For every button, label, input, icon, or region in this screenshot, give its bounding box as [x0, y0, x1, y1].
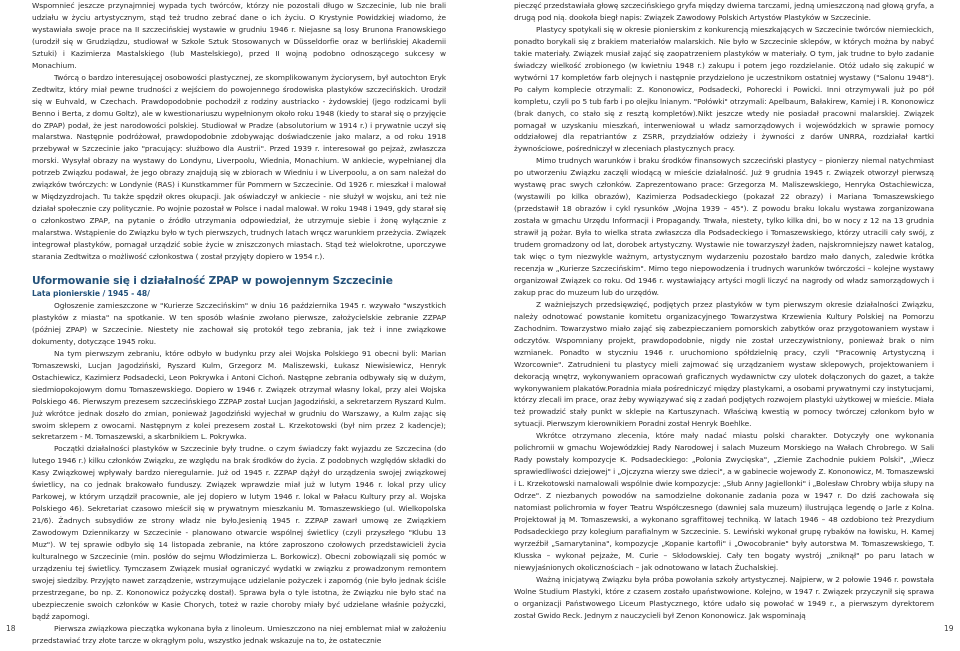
paragraph: Na tym pierwszym zebraniu, które odbyło w budynku przy alei Wojska Polskiego 91 obecni byli: Marian Tomaszewski, Lucjan Jagodziński, Ryszard Kulm, Grzegorz M. Maliszewski, Łukasz Niewisiewicz, Henryk Ostachiewicz, Kazimierz Podsadecki, Leon Pokrywka i Antoni Cichoń. Następne zebrania odbywały się w dużym, siedmiopokojowym domu Tomaszewskiego. Dopiero w 1946 r. Związek otrzymał własny lokal, przy alei Wojska Polskiego 46. Pierwszym prezesem szczecińskiego ZZPAP został Lucjan Jagodziński, a sekretarzem Ryszard Kulm. Już wkrótce jednak doszło do zmian, ponieważ Jagodziński wyjechał w grudniu do Warszawy, a Kulm zając się swoim sklepem z owocami. Następnym z kolei prezesem został L. Krzekotowski (był nim przez 2 kadencje); sekretarzem - M. Tomaszewski, a skarbnikiem L. Pokrywka.	[32, 348, 446, 442]
left-page-text	[32, 0, 446, 647]
paragraph: Wkrótce otrzymano zlecenia, które mały nadać miastu polski charakter. Dotyczyły one wykonania polichromii w gmachu Wojewódzkiej Rady Narodowej i salach Muzeum Morskiego na Wałach Chrobrego. W Sali Rady powstały kompozycje K. Podsadeckiego: „Polonia Zwycięska", „Ziemie Zachodnie pukiem Polski", „Wiecz sprawiedliwości dziejowej" i „Ojczyzna wierzy swe dzieci", a w gabinecie wojewody Z. Kononowicz, M. Tomaszewski i L. Krzekotowski namalowali wspólnie dwie kompozycje: „Słub Anny Jagiellonki" i „Bolesław Chrobry wbija słupy na Odrze". Z niezbanych powodów na samodzielne dokonanie zadania poza w 1947 r. Do dziś zachowała się natomiast polichromia w foyer Teatru Współczesnego (dawniej sala muzeum) ilustrująca legendę o Jarle z Kolna. Projektował ją M. Tomaszewski, a wykonano sgraffitowej techniką. W latach 1946 – 48 ozdobiono też Prezydium Podsadeckiego przy kolegium parafialnym w Szczecinie. S. Lewiński wykonał grupę rybaków na łowisku, H. Kamej wyrzeźbił „Samarytanina", kompozycje „Kopanie kartofli" i „Owocobranie" były autorstwa M. Tomaszewskiego, T. Klusska – wykonał pejzaże, M. Curie – Skłodowskiej. Cały ten bogaty wystrój „zniknął" po paru latach w niewyjaśnionych okolicznościach – jak odnotowano w latach Żuchalskiej.	[514, 431, 934, 572]
paragraph: Ważną inicjatywą Związku była próba powołania szkoły artystycznej. Najpierw, w 2 połowie 1946 r. powstała Wolne Studium Plastyki, które z czasem zostało upaństwowione. Kolejno, w 1947 r. Związek przyczynił się sprawa o organizacji Państwowego Liceum Plastycznego, które udało się powołać w 1949 r., a pierwszym dyrektorem został Gwido Reck. Jednym z nauczycieli był Zenon Kononowicz. Jak wspominają	[514, 574, 934, 620]
paragraph: Pierwsza związkowa pieczątka wykonana była z linoleum. Umieszczono na niej emblemat miał w założeniu przedstawiać trzy złote tarcze w okrągłym polu, wszystko jednak wskazuje na to, że ostatecznie	[32, 623, 446, 645]
paragraph: Z ważniejszych przedsięwzięć, podjętych przez plastyków w tym pierwszym okresie działalności Związku, należy odnotować powstanie komitetu organizacyjnego Towarzystwa Krzewienia Kultury Polskiej na Pomorzu Zachodnim. Towarzystwo miało zająć się zabezpieczaniem pomorskich zabytków oraz przygotowaniem wystaw i odczytów. Wspomniany projekt, prawdopodobnie, nigdy nie został urzeczywistniony, ponieważ brak o nim wzmianek. Ponadto w styczniu 1946 r. uruchomiono spółdzielnię pracy, czyli "Pracownię Artystyczną i Wzorcownie". Zatrudnieni tu plastycy mieli zajmować się urządzaniem wystaw sklepowych, projektowaniem i dekoracją wnętrz, wykonywaniem opracowań graficznych wydawnictw czy ulotek dołączonych do gazet, a także wykonywaniem plakatów.Poradnia miała pośredniczyć między plastykami, a osobami prywatnymi czy instytucjami, którzy zlecali im prace, oraz żeby wywiązywać się z zadań podjętych rozwojem plastyki użytkowej w mieście. Miała też prowadzić stały punkt w sklepie na Kartuszynach. Właściwą kwestią w pomocy twórczej członkom było w sytuacji. Pierwszym kierownikiem Poradni został Henryk Boehlke.	[514, 299, 934, 429]
paragraph: Mimo trudnych warunków i braku środków finansowych szczeciński plastycy – pionierzy niemal natychmiast po utworzeniu Związku zaczęli wiodącą w mieście działalność. Już 9 grudnia 1945 r. Związek otworzył pierwszą wystawę prac swych członków. Zaprezentowano prace: Grzegorza M. Maliszewskiego, Henryka Ostachiewicza, (wystawili po kilka obrazów), Kazimierza Podsadeckiego (pokazał 22 obrazy) i Mariana Tomaszewskiego (przedstawił 18 obrazów i cykl rysunków „Wojna 1939 – 45"). Z powodu braku lokalu wystawa zorganizowana została w gmachu Urzędu Informacji i Propagandy. Trwała, niestety, tylko kilka dni, bo w nocy z 12 na 13 grudnia strawił ją pożar. Była to wielka strata zwłaszcza dla Podsadeckiego i Tomaszewskiego, którzy utracili cały swój, z trudem gromadzony od lat, dorobek artystyczny. Wystawie nie towarzyszył żaden, najskromniejszy nawet katalog, tak więc o tym niezwykle ważnym, artystycznym wydarzeniu pozostało bardzo mało danych, zaledwie krótka recenzja w „Kurierze Szczecińskim". Mimo tego niepowodzenia i trudnych warunków twórczości – kolejne wystawy organizował Związek co roku. Od 1946 r. wystawiający artyści mogli liczyć na nagrody od władz samorządowych i zakup prac do muzeum lub do urzędów.	[514, 156, 934, 297]
paragraph: Wspomnieć jeszcze przynajmniej wypada tych twórców, którzy nie pozostali długo w Szczecinie, lub nie brali udziału w życiu artystycznym, stąd też trudno zebrać dane o ich życiu. O Krystynie Powidzkiej wiadomo, że wystawiała swoje prace na II szczecińskiej wystawie w grudniu 1946 r. Niejasne są losy Brunona Franowskiego (urodził się w Grudziądzu, studiował w Szkole Sztuk Stosowanych w Düsseldorfie oraz w berlińskiej Akademii Sztuki) i Kazimierza Mastalskiego (lub Mastelskiego), przed II wojną podobno odnoszącego sukcesy w Monachium.	[32, 1, 446, 70]
paragraph: Plastycy spotykali się w okresie pionierskim z konkurencją mieszkających w Szczecinie twórców niemieckich, ponadto borykali się z brakiem materiałów malarskich. Nie było w Szczecinie sklepów, w których można by nabyć takie materiały. Związek musiał zająć się zaopatrzeniem plastyków w materiały. O tym, jak trudne to było zadanie świadczy wielkość zrobionego (w kwietniu 1948 r.) zakupu i potem jego rozdzielanie. Otóż udało się zakupić w wytwórni 17 kompletów farb olejnych i następnie przydzielono je uczestnikom ostatniej wystawy ("Salonu 1948"). Po całym komplecie otrzymali: Z. Kononowicz, Podsadecki, Pohorecki i Powicki. Inni otrzymywali już po pół kompletu, czyli po 5 tub farb i po olejku lnianym. "Połówki" otrzymali: Apelbaum, Bałakirew, Kamiej i R. Kononowicz (brak danych, co stało się z resztą kompletów).Nikt jeszcze wtedy nie posiadał pracowni malarskiej. Związek pomagał w uzyskaniu mieszkań, interweniował u władz samorządowych i wojewódzkich w sprawie pomocy oddziałowej dla repatriantów z ZSRR, przydziałów odzieży i żywności z darów UNRRA, rozdziałał kartki żywnościowe, pośredniczył w zleceniach plastycznych pracy.	[514, 24, 934, 154]
paragraph: Ogłoszenie zamieszczone w "Kurierze Szczecińskim" w dniu 16 października 1945 r. wzywało "wszystkich plastyków z miasta" na spotkanie. W ten sposób właśnie zwołano pierwsze, założycielskie zebranie ZZPAP (później ZPAP) w Szczecinie. Niestety nie zachował się protokół tego zebrania, jak też i inne związkowe dokumenty, dotyczące 1945 roku.	[32, 300, 446, 346]
paragraph: Początki działalności plastyków w Szczecinie były trudne. o czym świadczy fakt wyjazdu ze Szczecina (do lutego 1946 r.) kilku członków Związku, ze względu na brak środków do życia. Z podobnych względów składki do Kasy Związkowej wpływały bardzo nieregularnie. Już od 1945 r. ZZPAP dążył do urządzenia swojej związkowej świetlicy, na co jednak brakowało funduszy. Związek wprawdzie miał już w lutym 1946 r. lokal przy ulicy Parkowej, w którym urządził pracownie, ale jej dopiero w lutym 1946 r. lokal w Pałacu Kultury przy al. Wojska Polskiego 46). Sekretariat czasowo mieścił się w prywatnym mieszkaniu M. Tomaszewskiego (ul. Wielkopolska 21/6). Żadnych subsydiów ze strony władz nie było.Jesienią 1945 r. ZZPAP zawarł umowę ze Związkiem Zawodowym Dziennikarzy w Szczecinie - planowano otwarcie wspólnej świetlicy (czyli przyszłego "Klubu 13 Muz"). W tej sprawie odbyło się 14 listopada zebranie, na które zaproszono czołowych przedstawicieli życia kulturalnego w Szczecinie (min. posłów do sejmu Włodzimierza L. Borkowicz). Obecni zobowiązali się pomóc w urządzeniu tej świetlicy. Tymczasem Związek musiał ograniczyć wydatki w związku z prowadzonym remontem swojej siedziby. Przyjęto nawet zarządzenie, wstrzymujące udzielanie pożyczek i zapomóg (nie było jednak ściśle przestrzegane, bo np. Z. Kononowicz pożyczkę dostał). Sprawa była o tyle istotna, że Związku nie było stać na ubezpieczenie swoich członków w Kasie Chorych, toteż w razie choroby miały być udzielane właśnie pożyczki, bądź zapomogi.	[32, 444, 446, 621]
page-number-right: 19	[944, 624, 954, 633]
section-heading: Uformowanie się i działalność ZPAP w powojennym Szczecinie	[32, 274, 393, 287]
paragraph: pieczęć przedstawiała głowę szczecińskiego gryfa między dwiema tarczami, jedną umieszczoną nad głową gryfa, a drugą pod nią. dookoła biegł napis: Związek Zawodowy Polskich Artystów Plastyków w Szczecinie.	[514, 1, 934, 22]
section-subheading: Lata pionierskie / 1945 - 48/	[32, 288, 150, 298]
right-page-text	[514, 0, 934, 622]
page-number-left: 18	[6, 624, 16, 633]
paragraph: Twórcą o bardzo interesującej osobowości plastycznej, ze skomplikowanym życiorysem, był autochton Eryk Zedtwitz, który miał pewne trudności z wejściem do powojennego środowiska plastyków szczecińskich. Urodził się w Euhvald, w Czechach. Prawdopodobnie pochodził z rodziny austriacko - żydowskiej (jego rodzicami byli Benno i Berta, z domu Goltz), ale w kwestionariuszu wypełnionym około roku 1948 (kiedy to starał się o przyjęcie do ZPAP) podał, że jest narodowości polskiej. Studiował w Pradze (absolutorium w 1914 r.) i prywatnie uczył się malarstwa. Następnie podróżował, prawdopodobnie zdobywając doświadczenie jako malarz, a od roku 1918 przebywał w Szczecinie jako "pracujący: służbowo dla Austrii". Przed 1939 r. interesował go pejzaż, zwłaszcza morski. Wysyłał obrazy na wystawy do Londynu, Liverpoolu, Wiednia, Monachium. W ankiecie, wypełnianej dla potrzeb Związku podawał, że jego obrazy znajdują się w zbiorach w Wiedniu i w Liverpoolu, a on sam należał do związków twórczych: w Londynie (RAS) i Kunstkammer für Pommern w Szczecinie. Od 1926 r. mieszkał i malował w Międzyzdrojach. Tu także spędził okres okupacji. Jak oświadczył w ankiecie - nie służył w wojsku, ani też nie działał społecznie czy politycznie. Po wojnie pozostał w Polsce i nadal malował. W roku 1948 i 1949, gdy starał się o członkostwo ZPAP, na pytanie o źródło utrzymania odpowiedział, że utrzymuje siebie i żonę wyłącznie z malarstwa. Wstąpienie do Związku było w tych pierwszych, trudnych latach wręcz warunkiem przeżycia. Związek integrował plastyków, pomagał urządzić sobie życie w zniszczonych miastach. Stąd też wielokrotne, uporczywe starania Zedtwitza o możliwość członkostwa ( został przyjęty dopiero w 1954 r.).	[32, 72, 446, 262]
